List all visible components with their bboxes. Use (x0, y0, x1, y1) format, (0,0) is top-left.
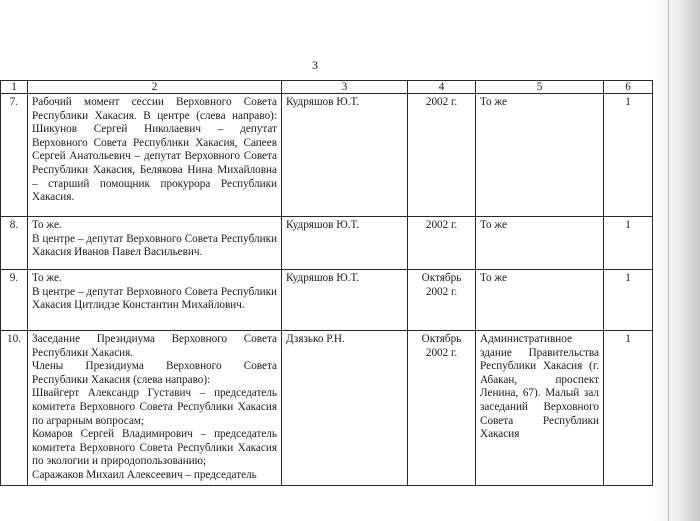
row-date: 2002 г. (408, 217, 476, 270)
row-author: Кудряшов Ю.Т. (282, 270, 408, 331)
description-paragraph: То же. (32, 219, 62, 231)
row-author: Кудряшов Ю.Т. (282, 217, 408, 270)
row-place: Административное здание Правительства Республики Хакасия (г. Абакан, проспект Ленина, 67). Малый зал заседаний Верховного Совета Республики Хакасия (476, 331, 604, 486)
column-header-4: 4 (408, 81, 476, 94)
row-place: То же (476, 94, 604, 217)
row-description (28, 94, 282, 217)
row-author: Кудряшов Ю.Т. (282, 94, 408, 217)
table-row (1, 94, 653, 217)
description-paragraph: То же. (32, 272, 62, 284)
row-quantity: 1 (604, 331, 653, 486)
description-paragraph: Члены Президиума Верховного Совета Республики Хакасия (слева направо): (32, 360, 277, 386)
description-paragraph: В центре – депутат Верховного Совета Республики Хакасия Цитлидзе Константин Михайлович. (32, 285, 277, 312)
inventory-table (0, 80, 653, 486)
row-date: Октябрь 2002 г. (408, 270, 476, 331)
description-paragraph: Комаров Сергей Владимирович – председатель комитета Верховного Совета Республики Хакасия по экологии и природопользованию; (32, 428, 277, 468)
row-description (28, 331, 282, 486)
description-paragraph: В центре – депутат Верховного Совета Республики Хакасия Иванов Павел Васильевич. (32, 232, 277, 259)
row-description (28, 270, 282, 331)
column-header-3: 3 (282, 81, 408, 94)
row-quantity: 1 (604, 94, 653, 217)
row-number: 8. (1, 217, 28, 270)
scan-shadow (652, 0, 700, 521)
description-paragraph: Заседание Президиума Верховного Совета Республики Хакасия. (32, 333, 277, 359)
page-number: 3 (312, 58, 318, 72)
description-paragraph: Рабочий момент сессии Верховного Совета Республики Хакасия. В центре (слева направо): Шикунов Сергей Николаевич – депутат Верховного Совета Республики Хакасия, Сапеев Сергей Анатольевич – депутат Верховного Совета Республики Хакасия, Белякова Нина Михайловна – старший помощник прокурора Республики Хакасия. (32, 96, 277, 204)
description-clip (32, 333, 277, 483)
row-author: Дзязько Р.Н. (282, 331, 408, 486)
row-description (28, 217, 282, 270)
table-row (1, 331, 653, 486)
row-place: То же (476, 270, 604, 331)
column-header-5: 5 (476, 81, 604, 94)
row-quantity: 1 (604, 217, 653, 270)
table-row (1, 270, 653, 331)
column-header-2: 2 (28, 81, 282, 94)
row-number: 9. (1, 270, 28, 331)
row-date: 2002 г. (408, 94, 476, 217)
description-paragraph: Швайгерт Александр Густавич – председатель комитета Верховного Совета Республики Хакасия по аграрным вопросам; (32, 387, 277, 427)
row-date: Октябрь 2002 г. (408, 331, 476, 486)
row-number: 10. (1, 331, 28, 486)
column-header-1: 1 (1, 81, 28, 94)
row-number: 7. (1, 94, 28, 217)
column-number-header-row (1, 81, 653, 94)
column-header-6: 6 (604, 81, 653, 94)
scan-page-edge (668, 0, 669, 521)
row-place: То же (476, 217, 604, 270)
table-row (1, 217, 653, 270)
description-paragraph: Саражаков Михаил Алексеевич – председатель (32, 468, 257, 481)
row-quantity: 1 (604, 270, 653, 331)
